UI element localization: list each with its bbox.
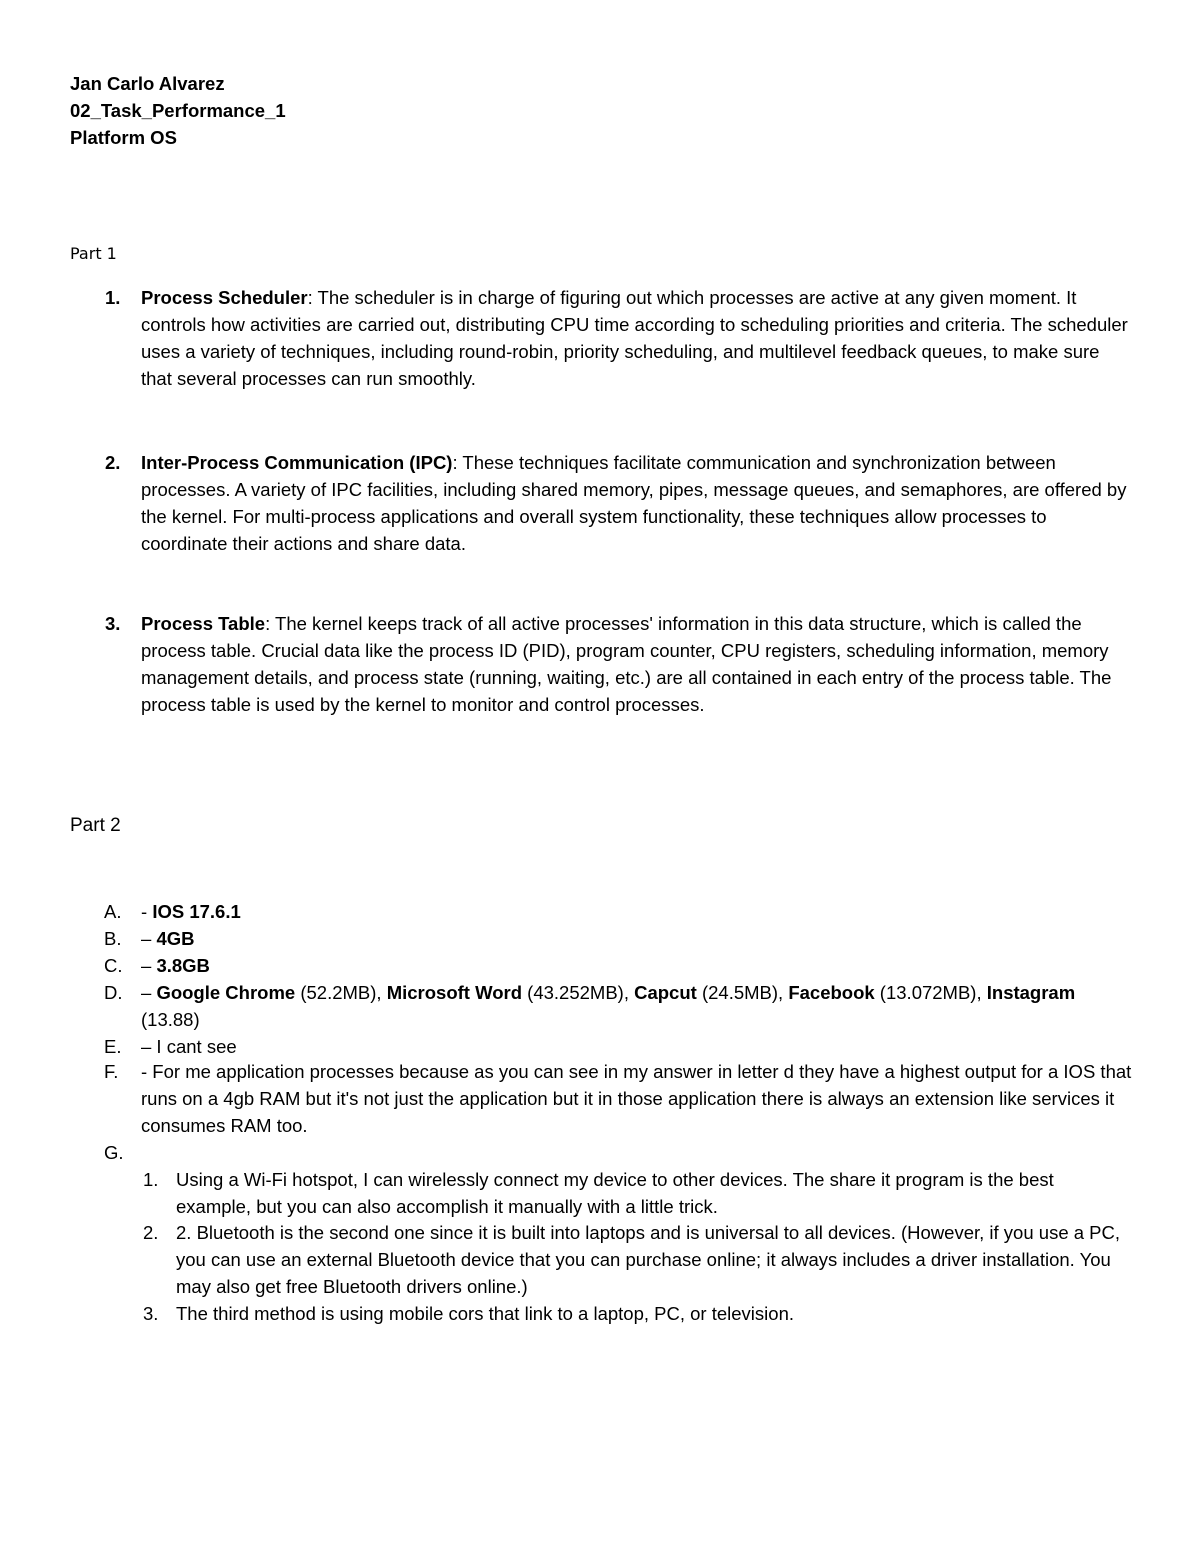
subject-title: Platform OS	[70, 127, 177, 148]
list-letter: E.	[104, 1036, 122, 1057]
list-item-term: Process Scheduler	[141, 287, 308, 308]
part1-list-item	[100, 449, 1130, 557]
part2-item-a	[104, 898, 1134, 925]
app-name: Google Chrome	[156, 982, 296, 1003]
part2-item-b	[104, 925, 1134, 952]
part2-g-subitem	[143, 1219, 1133, 1300]
part2-g-subitem	[143, 1166, 1133, 1220]
part1-list-item	[100, 284, 1130, 392]
part2-item-f	[104, 1058, 1134, 1139]
part1-list-item	[100, 610, 1130, 718]
list-item-prefix: –	[141, 928, 157, 949]
list-number: 3.	[143, 1303, 159, 1324]
app-name: Facebook	[788, 982, 875, 1003]
list-item-term: Inter-Process Communication (IPC)	[141, 452, 453, 473]
list-letter: C.	[104, 955, 123, 976]
list-item-text: : These techniques facilitate communication and synchronization between processes. A variety of IPC facilities, including shared memory, pipes, message queues, and semaphores, are offered by the kernel. For multi-process applications and overall system functionality, these techniques allow processes to coordinate their actions and share data.	[141, 452, 1127, 554]
app-size: (52.2MB),	[295, 982, 387, 1003]
list-item-body	[141, 284, 1130, 392]
os-version: IOS 17.6.1	[152, 901, 241, 922]
list-item-body	[141, 952, 1134, 979]
app-name: Microsoft Word	[386, 982, 523, 1003]
list-item-text: The third method is using mobile cors that link to a laptop, PC, or television.	[176, 1303, 794, 1324]
list-item-text: Using a Wi-Fi hotspot, I can wirelessly connect my device to other devices. The share it program is the best example, but you can also accomplish it manually with a little trick.	[176, 1169, 1054, 1217]
part2-item-d	[104, 979, 1134, 1033]
list-number: 2.	[105, 452, 121, 473]
ram-total: 4GB	[156, 928, 195, 949]
list-letter: F.	[104, 1061, 119, 1082]
list-item-body	[141, 449, 1130, 557]
list-item-prefix: -	[141, 901, 153, 922]
list-item-body	[141, 898, 1134, 925]
part2-item-c	[104, 952, 1134, 979]
list-item-body	[141, 925, 1134, 952]
task-title: 02_Task_Performance_1	[70, 100, 286, 121]
list-item-prefix: –	[141, 955, 157, 976]
list-item-body	[141, 979, 1134, 1033]
list-item-text: - For me application processes because as you can see in my answer in letter d they have a highest output for a IOS that runs on a 4gb RAM but it's not just the application but it in those application there is always an extension like services it consumes RAM too.	[141, 1061, 1132, 1136]
app-name: Capcut	[634, 982, 697, 1003]
part2-g-subitem	[143, 1300, 1133, 1327]
part2-item-e	[104, 1033, 1134, 1060]
list-item-text: 2. Bluetooth is the second one since it is built into laptops and is universal to all devices. (However, if you use a PC, you can use an external Bluetooth device that you can purchase online; it always includes a driver installation. You may also get free Bluetooth drivers online.)	[176, 1222, 1121, 1297]
document-header	[70, 70, 286, 151]
app-size: (13.88)	[141, 1009, 200, 1030]
ram-used: 3.8GB	[156, 955, 210, 976]
author-name: Jan Carlo Alvarez	[70, 73, 225, 94]
list-item-text: : The kernel keeps track of all active processes' information in this data structure, which is called the process table. Crucial data like the process ID (PID), program counter, CPU registers, scheduling information, memory management details, and process state (running, waiting, etc.) are all contained in each entry of the process table. The process table is used by the kernel to monitor and control processes.	[141, 613, 1112, 715]
list-item-text: : The scheduler is in charge of figuring out which processes are active at any given moment. It controls how activities are carried out, distributing CPU time according to scheduling priorities and criteria. The scheduler uses a variety of techniques, including round-robin, priority scheduling, and multilevel feedback queues, to make sure that several processes can run smoothly.	[141, 287, 1128, 389]
list-number: 1.	[143, 1169, 159, 1190]
list-letter: A.	[104, 901, 122, 922]
list-item-prefix: –	[141, 982, 157, 1003]
list-letter: G.	[104, 1142, 124, 1163]
part1-heading: Part 1	[70, 244, 117, 263]
list-number: 2.	[143, 1222, 159, 1243]
part2-heading: Part 2	[70, 815, 121, 836]
app-size: (24.5MB),	[696, 982, 789, 1003]
app-name: Instagram	[986, 982, 1076, 1003]
app-size: (43.252MB),	[522, 982, 635, 1003]
list-item-text: – I cant see	[141, 1036, 237, 1057]
list-number: 1.	[105, 287, 121, 308]
list-item-term: Process Table	[141, 613, 266, 634]
app-size: (13.072MB),	[874, 982, 987, 1003]
list-number: 3.	[105, 613, 121, 634]
list-letter: B.	[104, 928, 122, 949]
list-letter: D.	[104, 982, 123, 1003]
list-item-body	[141, 610, 1130, 718]
